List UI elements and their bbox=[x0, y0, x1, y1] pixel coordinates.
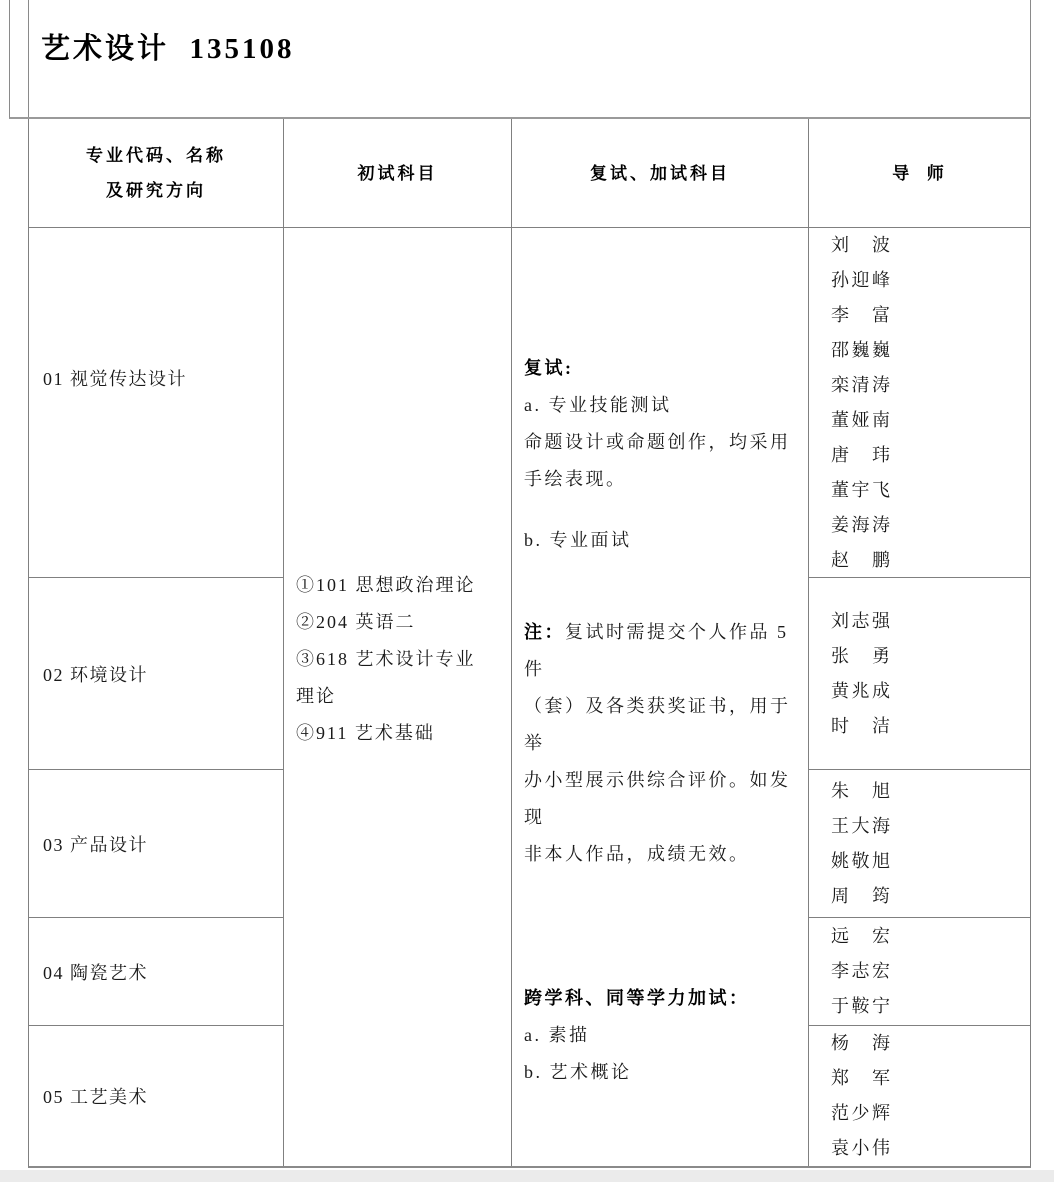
tutor-name: 杨 海 bbox=[831, 1033, 893, 1053]
tutor-name: 姜海涛 bbox=[831, 514, 893, 535]
tutor-name: 于鞍宁 bbox=[831, 996, 893, 1016]
tutor-name: 远 宏 bbox=[831, 926, 893, 946]
retest-line-text: a. 素描 bbox=[524, 1025, 590, 1045]
header-initial-exam: 初试科目 bbox=[284, 119, 512, 228]
retest-line bbox=[524, 688, 800, 762]
initial-exam-line: ①101 思想政治理论 bbox=[296, 575, 476, 595]
header-major-code-line2: 及研究方向 bbox=[106, 181, 206, 200]
retest-cell bbox=[512, 228, 809, 1166]
major-label: 01 视觉传达设计 bbox=[43, 369, 187, 389]
retest-line-bold: 注： bbox=[524, 622, 565, 642]
tutor-name: 唐 玮 bbox=[831, 444, 893, 465]
tutor-name: 袁小伟 bbox=[831, 1138, 893, 1158]
retest-line-text: 手绘表现。 bbox=[524, 469, 627, 489]
major-label: 03 产品设计 bbox=[43, 834, 148, 855]
initial-exam-line: ②204 英语二 bbox=[296, 612, 416, 632]
retest-line-bold: 复试: bbox=[524, 358, 574, 378]
retest-line bbox=[524, 522, 800, 559]
retest-line bbox=[524, 762, 800, 836]
major-label: 04 陶瓷艺术 bbox=[43, 962, 148, 983]
tutor-name: 李志宏 bbox=[831, 961, 893, 981]
major-label: 05 工艺美术 bbox=[43, 1087, 148, 1107]
tutor-name: 董宇飞 bbox=[831, 479, 893, 500]
retest-line-text: b. 专业面试 bbox=[524, 530, 632, 550]
tutor-name: 孙迎峰 bbox=[831, 269, 893, 290]
header-retest: 复试、加试科目 bbox=[512, 119, 809, 228]
tutor-name: 黄兆成 bbox=[831, 680, 893, 701]
initial-exam-line: ④911 艺术基础 bbox=[296, 723, 435, 743]
tutor-name: 周 筠 bbox=[831, 885, 893, 906]
tutor-cell bbox=[809, 578, 1030, 770]
retest-line-text: b. 艺术概论 bbox=[524, 1062, 632, 1082]
tutor-name: 李 富 bbox=[831, 304, 893, 325]
tutor-cell bbox=[809, 1026, 1030, 1166]
initial-exam-line: 理论 bbox=[296, 686, 336, 706]
initial-exam-cell bbox=[284, 228, 512, 1166]
tutor-cell bbox=[809, 918, 1030, 1026]
retest-line bbox=[524, 1017, 800, 1054]
retest-line bbox=[524, 980, 800, 1017]
retest-line bbox=[524, 1054, 800, 1091]
major-label: 02 环境设计 bbox=[43, 664, 148, 685]
title-left-gridline bbox=[28, 0, 29, 117]
major-cell bbox=[29, 578, 284, 770]
retest-line bbox=[524, 387, 800, 424]
retest-line-bold: 跨学科、同等学力加试： bbox=[524, 988, 750, 1008]
header-major-code-line1: 专业代码、名称 bbox=[86, 146, 226, 165]
tutor-cell bbox=[809, 770, 1030, 918]
major-cell bbox=[29, 228, 284, 578]
retest-line bbox=[524, 836, 800, 873]
retest-line-text: 办小型展示供综合评价。如发现 bbox=[524, 770, 791, 827]
tutor-name: 王大海 bbox=[831, 815, 893, 836]
retest-line bbox=[524, 614, 800, 688]
retest-line bbox=[524, 461, 800, 498]
page-bottom-edge bbox=[0, 1170, 1054, 1182]
tutor-name: 时 洁 bbox=[831, 715, 893, 736]
retest-line-text: 复试时需提交个人作品 5 件 bbox=[524, 622, 789, 679]
tutor-name: 董娅南 bbox=[831, 409, 893, 430]
initial-exam-line: ③618 艺术设计专业 bbox=[296, 649, 476, 669]
admissions-table bbox=[28, 119, 1031, 1168]
retest-line-text: 命题设计或命题创作，均采用 bbox=[524, 432, 791, 452]
tutor-name: 范少辉 bbox=[831, 1103, 893, 1123]
tutor-name: 赵 鹏 bbox=[831, 549, 893, 570]
major-cell bbox=[29, 918, 284, 1026]
retest-line bbox=[524, 350, 800, 387]
tutor-name: 刘志强 bbox=[831, 610, 893, 631]
major-cell bbox=[29, 770, 284, 918]
title-box bbox=[9, 0, 1031, 119]
tutor-name: 邵巍巍 bbox=[831, 339, 893, 360]
retest-line bbox=[524, 424, 800, 461]
page-title: 艺术设计 135108 bbox=[41, 33, 295, 65]
retest-line-text: a. 专业技能测试 bbox=[524, 395, 672, 415]
tutor-name: 姚敬旭 bbox=[831, 850, 893, 871]
retest-line-text: （套）及各类获奖证书，用于举 bbox=[524, 696, 791, 753]
tutor-name: 刘 波 bbox=[831, 234, 893, 255]
tutor-name: 张 勇 bbox=[831, 645, 893, 666]
retest-line-text: 非本人作品，成绩无效。 bbox=[524, 844, 750, 864]
header-major-code bbox=[29, 119, 284, 228]
tutor-name: 栾清涛 bbox=[831, 374, 893, 395]
tutor-name: 朱 旭 bbox=[831, 780, 893, 801]
tutor-cell bbox=[809, 228, 1030, 578]
major-cell bbox=[29, 1026, 284, 1166]
header-tutor: 导 师 bbox=[809, 119, 1030, 228]
tutor-name: 郑 军 bbox=[831, 1068, 893, 1088]
